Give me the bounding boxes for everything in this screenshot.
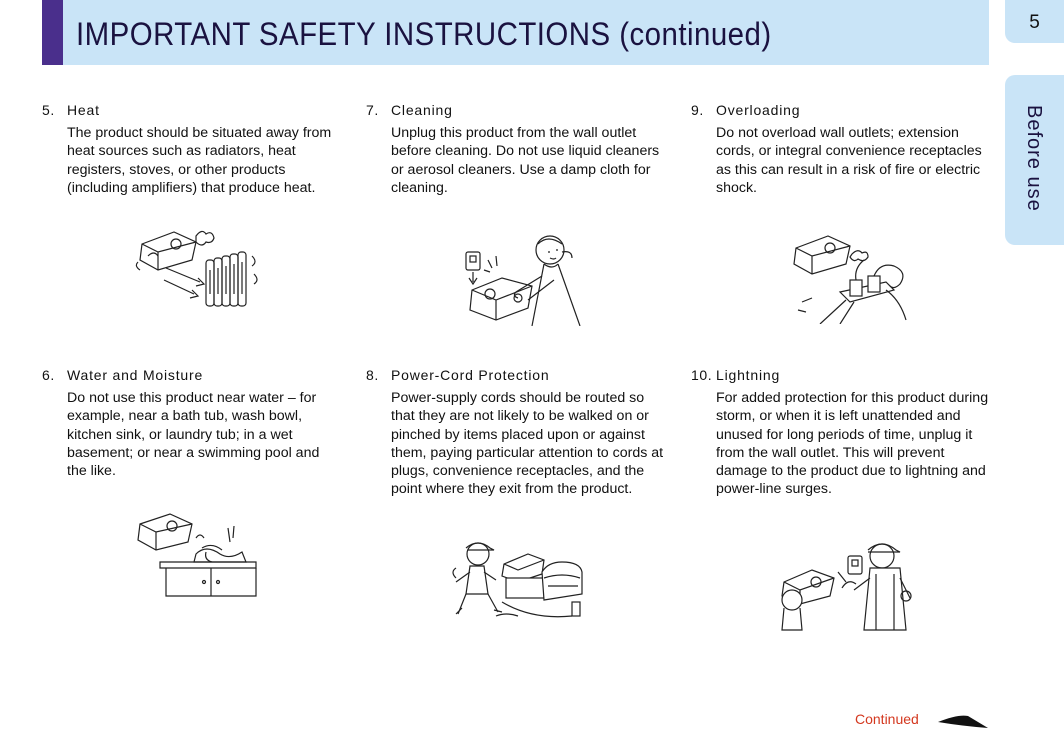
instruction-text: The product should be situated away from heat sources such as radiators, heat registers, stoves, or other products (including amplifiers) that produce heat. xyxy=(67,125,332,196)
page-number-tab xyxy=(1005,0,1064,43)
section-tab-label: Before use xyxy=(1023,105,1045,212)
heat-illustration xyxy=(134,222,264,312)
instruction-number: 8. xyxy=(366,367,379,383)
section-tab xyxy=(1005,75,1064,245)
overloading-illustration xyxy=(790,230,912,324)
instruction-number: 10. xyxy=(691,367,713,383)
instruction-heading: Water and Moisture xyxy=(67,367,204,383)
instruction-text: Unplug this product from the wall outlet before cleaning. Do not use liquid cleaners or aerosol cleaners. Use a damp cloth for cleaning. xyxy=(391,125,660,196)
instruction-text: For added protection for this product during storm, or when it is left unattended and unused for long periods of time, unplug it from the wall outlet. This will prevent damage to the product due to lightning and power-line surges. xyxy=(716,390,989,498)
instruction-number: 9. xyxy=(691,102,704,118)
instruction-number: 6. xyxy=(42,367,55,383)
continued-label: Continued xyxy=(855,711,919,727)
water-illustration xyxy=(136,510,261,598)
page-title: IMPORTANT SAFETY INSTRUCTIONS (continued) xyxy=(76,16,772,52)
page-header xyxy=(42,0,989,65)
cleaning-illustration xyxy=(462,230,586,326)
instruction-text: Do not overload wall outlets; extension cords, or integral convenience receptacles as this can result in a risk of fire or electric shock. xyxy=(716,125,982,196)
instruction-text: Power-supply cords should be routed so that they are not likely to be walked on or pinched by items placed upon or against them, paying particular attention to cords at plugs, convenience receptacles, and the point where they exit from the product. xyxy=(391,390,664,498)
continued-arrow-icon xyxy=(938,712,988,735)
instruction-heading: Power-Cord Protection xyxy=(391,367,550,383)
lightning-illustration xyxy=(776,538,916,634)
instruction-text: Do not use this product near water – for example, near a bath tub, wash bowl, kitchen sink, or laundry tub; in a wet basement; or near a swimming pool and the like. xyxy=(67,390,320,480)
page-number: 5 xyxy=(1029,12,1040,33)
header-accent-bar xyxy=(42,0,63,65)
instruction-heading: Lightning xyxy=(716,367,781,383)
instruction-number: 7. xyxy=(366,102,379,118)
power-cord-illustration xyxy=(448,538,588,624)
instruction-number: 5. xyxy=(42,102,55,118)
instruction-heading: Cleaning xyxy=(391,102,453,118)
instruction-heading: Heat xyxy=(67,102,100,118)
instruction-heading: Overloading xyxy=(716,102,801,118)
